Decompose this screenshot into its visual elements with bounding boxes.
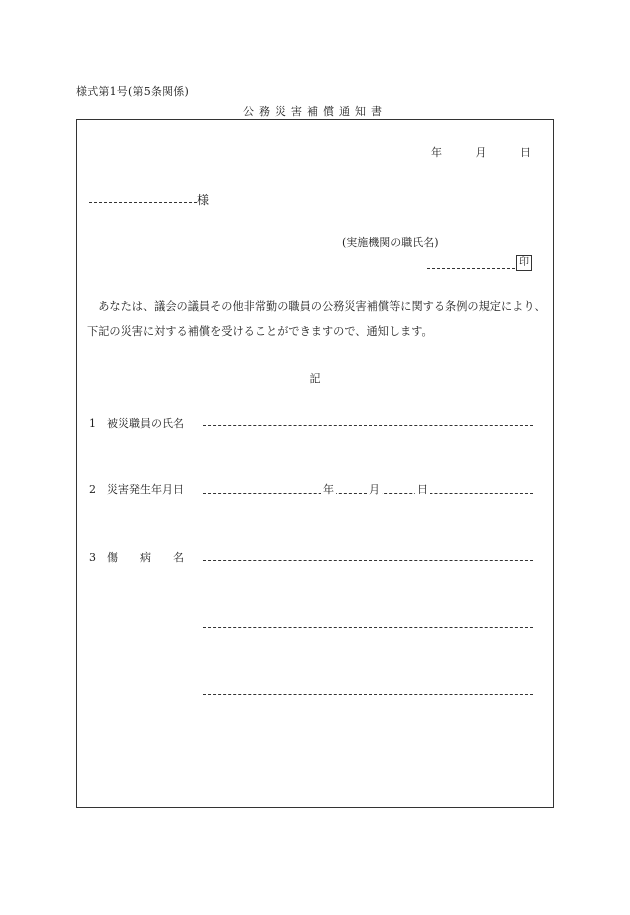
illness-line-1[interactable] bbox=[203, 560, 533, 561]
issuer-caption: (実施機関の職氏名) bbox=[342, 236, 439, 249]
incident-month-label: 月 bbox=[369, 483, 380, 496]
addressee-honorific: 様 bbox=[197, 193, 210, 207]
issue-month-label: 月 bbox=[475, 146, 487, 159]
form-frame bbox=[76, 119, 554, 808]
victim-name-label: 1 被災職員の氏名 bbox=[89, 417, 184, 430]
illness-line-2[interactable] bbox=[203, 627, 533, 628]
illness-label: 3 傷 病 名 bbox=[89, 551, 184, 564]
addressee-name-line[interactable] bbox=[89, 202, 197, 203]
illness-line-3[interactable] bbox=[203, 694, 533, 695]
document-title: 公務災害補償通知書 bbox=[243, 105, 387, 118]
notice-text: あなたは、議会の議員その他非常勤の職員の公務災害補償等に関する条例の規定により、下記の災害に対する補償を受けることができますので、通知します。 bbox=[87, 300, 546, 338]
issuer-name-line[interactable] bbox=[427, 268, 515, 269]
issue-day-label: 日 bbox=[520, 146, 531, 159]
ki-heading: 記 bbox=[309, 372, 321, 385]
issue-date bbox=[431, 144, 531, 160]
victim-name-line[interactable] bbox=[203, 425, 533, 426]
seal-mark: 印 bbox=[516, 255, 532, 271]
issue-year-label: 年 bbox=[431, 146, 442, 159]
incident-day-label: 日 bbox=[417, 483, 428, 496]
notice-body bbox=[87, 294, 547, 344]
incident-date-label: 2 災害発生年月日 bbox=[89, 483, 184, 496]
form-number: 様式第1号(第5条関係) bbox=[76, 85, 189, 98]
incident-year-label: 年 bbox=[323, 483, 334, 496]
